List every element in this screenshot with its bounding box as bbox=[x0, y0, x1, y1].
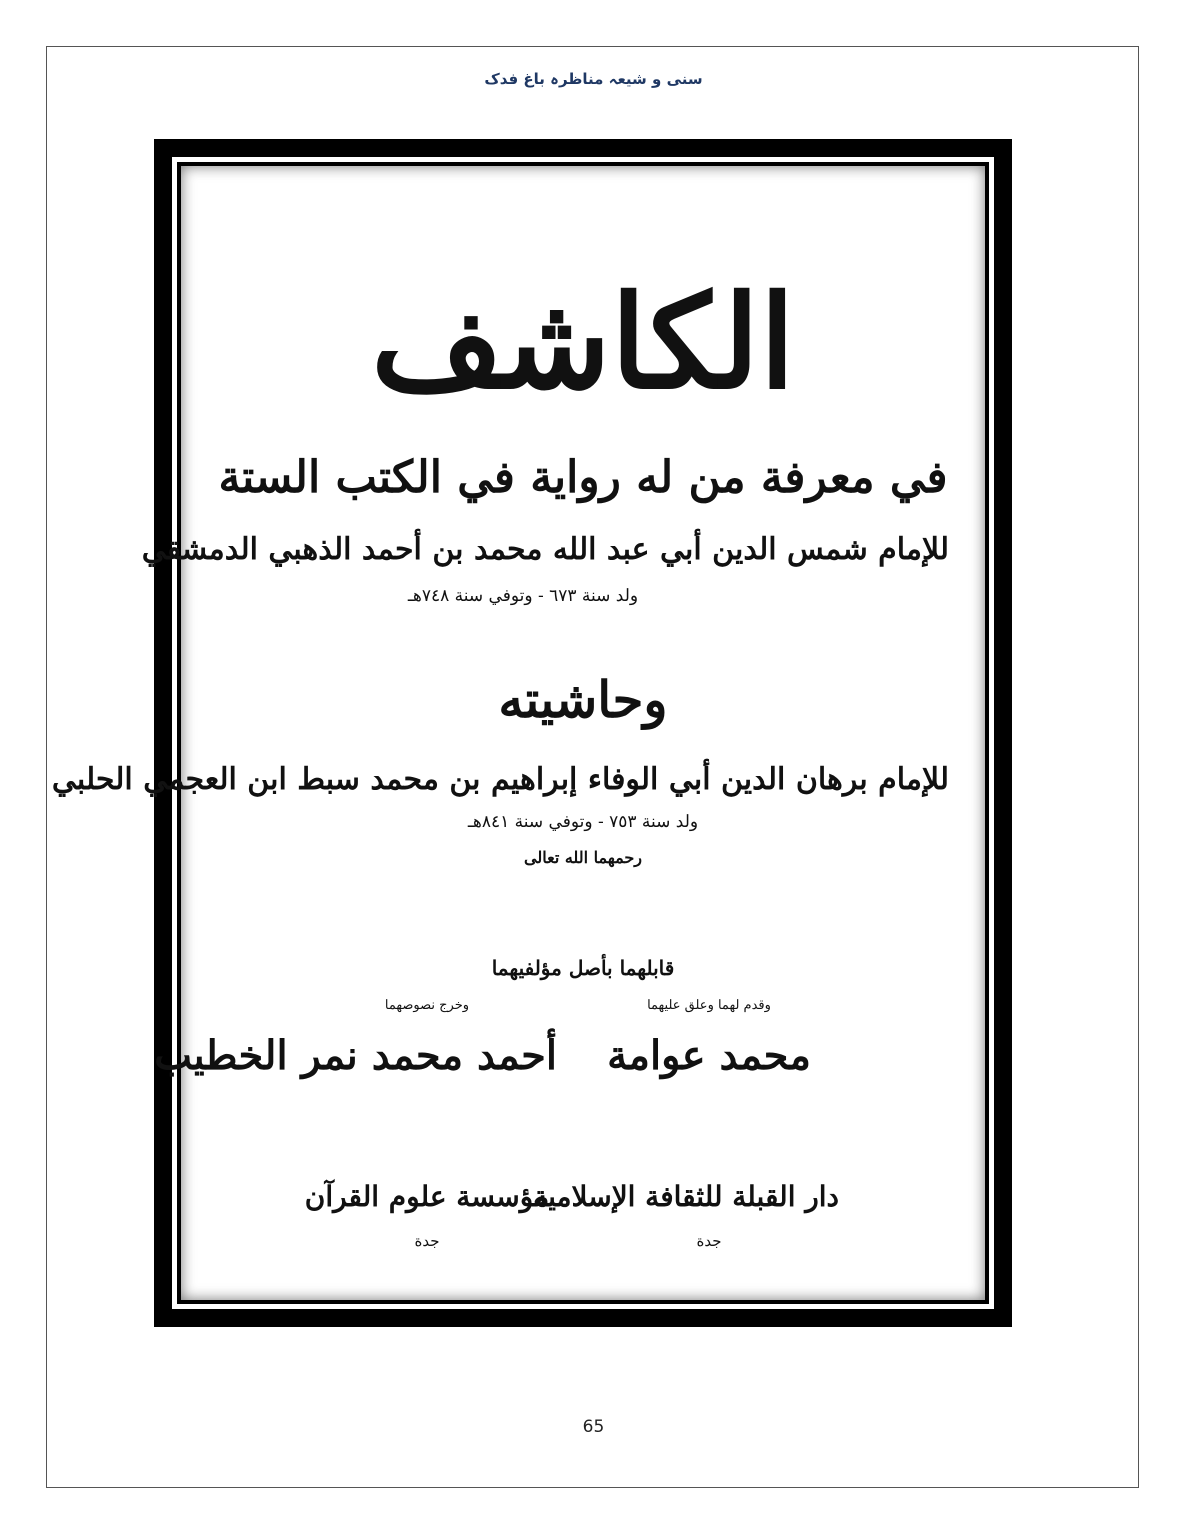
hashiya-author-line: للإمام برهان الدين أبي الوفاء إبراهيم بن محمد سبط ابن العجمي الحلبي bbox=[51, 762, 949, 797]
page-number: 65 bbox=[582, 1417, 605, 1437]
book-subtitle: في معرفة من له رواية في الكتب الستة bbox=[218, 452, 948, 503]
title-page-scan bbox=[51, 166, 985, 1300]
editor-left-role: وخرج نصوصهما bbox=[384, 998, 470, 1013]
title-page-frame bbox=[51, 139, 1012, 1327]
publisher-right-city: جدة bbox=[696, 1232, 722, 1250]
publisher-right: دار القبلة للثقافة الإسلامية bbox=[533, 1180, 839, 1213]
editor-right-name: محمد عوامة bbox=[607, 1032, 811, 1079]
hashiya-heading: وحاشيته bbox=[498, 670, 668, 729]
editor-left-name: أحمد محمد نمر الخطيب bbox=[154, 1032, 557, 1079]
publisher-left: مؤسسة علوم القرآن bbox=[304, 1180, 550, 1213]
publisher-left-city: جدة bbox=[414, 1232, 440, 1250]
author-line: للإمام شمس الدين أبي عبد الله محمد بن أحمد الذهبي الدمشقي bbox=[141, 532, 949, 567]
collation-line: قابلهما بأصل مؤلفيهما bbox=[491, 956, 675, 980]
editor-right-role: وقدم لهما وعلق عليهما bbox=[647, 998, 771, 1013]
author-dates: ولد سنة ٦٧٣ - وتوفي سنة ٧٤٨هـ bbox=[407, 586, 639, 606]
cover-content bbox=[51, 202, 949, 1264]
prayer-line: رحمهما الله تعالى bbox=[524, 848, 642, 867]
hashiya-author-dates: ولد سنة ٧٥٣ - وتوفي سنة ٨٤١هـ bbox=[467, 812, 699, 832]
running-header: سنی و شیعہ مناظرہ باغ فدک bbox=[484, 70, 703, 88]
book-title: الكاشف bbox=[371, 268, 795, 418]
